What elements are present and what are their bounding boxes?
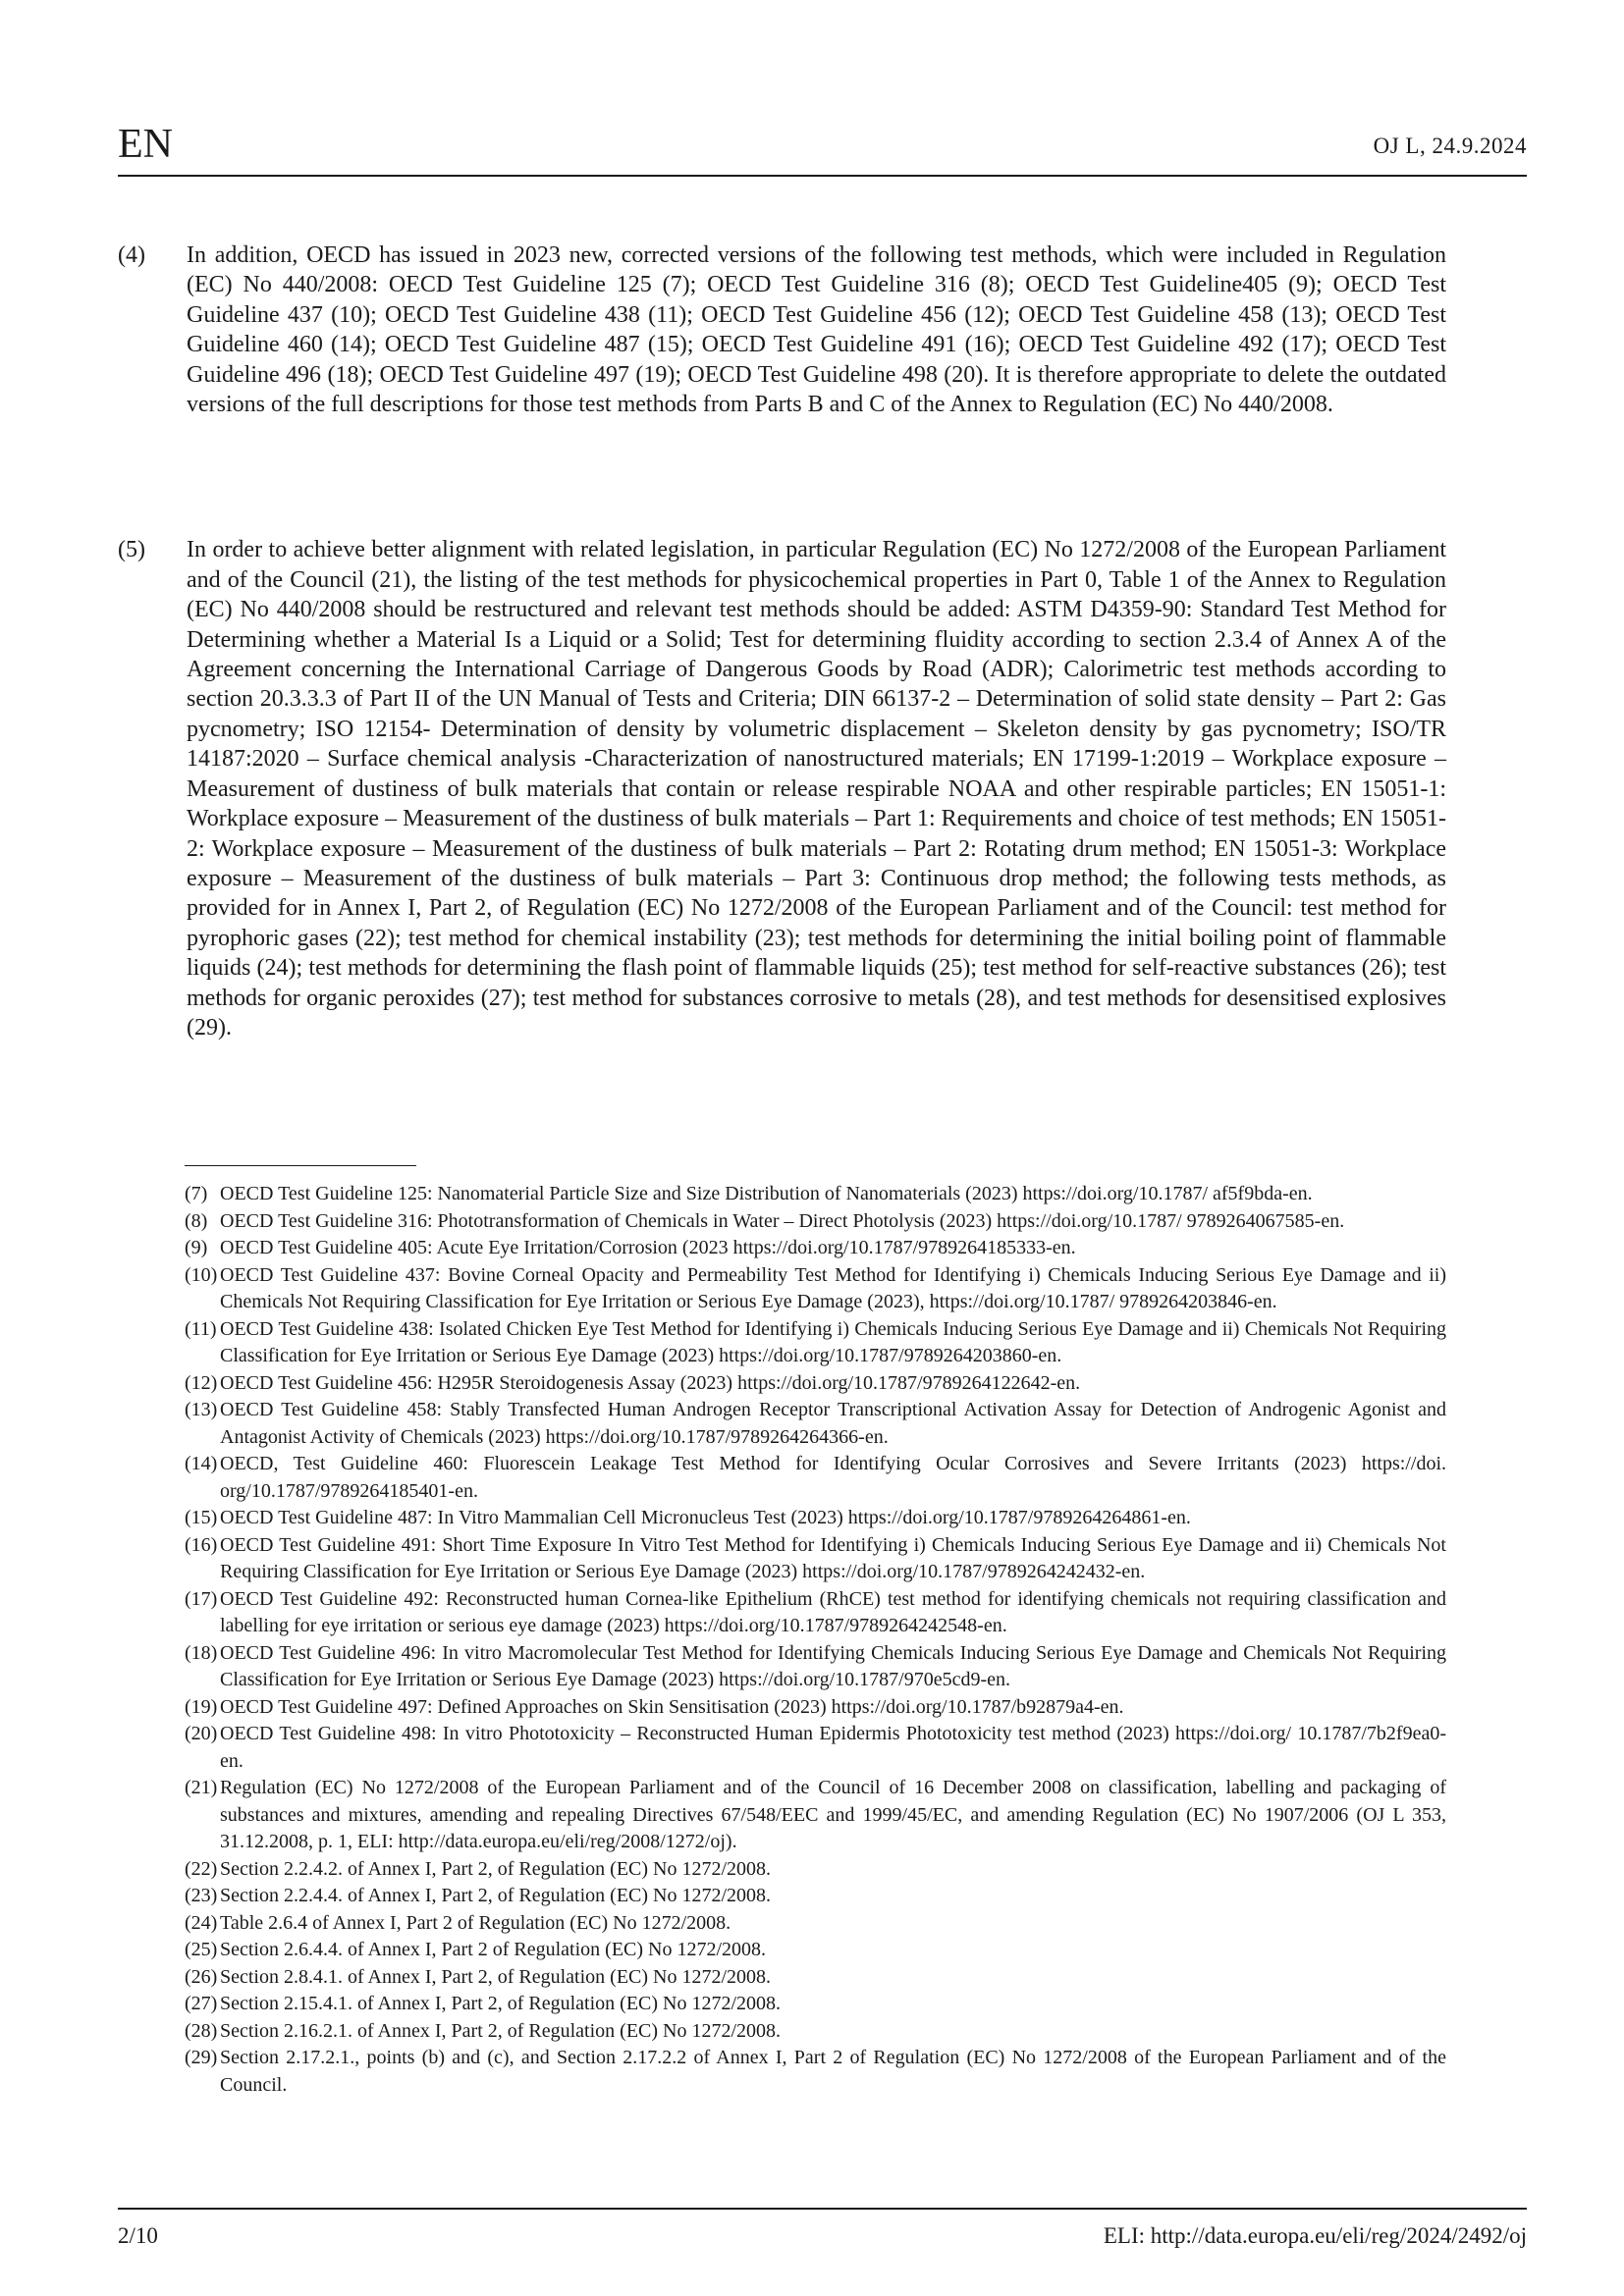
footnote (185, 1208, 1446, 1236)
footnote (185, 1856, 1446, 1884)
footnote-mark: (16) (185, 1533, 218, 1556)
footnote (185, 1964, 1446, 1992)
footnote-text: OECD Test Guideline 498: In vitro Phototoxicity – Reconstructed Human Epidermis Phototoxicity test method (2023) https://doi.org/ 10.1787/7b2f9ea0-en. (220, 1723, 1446, 1772)
footnote (185, 1937, 1446, 1964)
footnote-text: OECD Test Guideline 492: Reconstructed human Cornea-like Epithelium (RhCE) test method for identifying chemicals not requiring classification and labelling for eye irritation or serious eye damage (2023) https://doi.org/10.1787/9789264242548-en. (220, 1587, 1446, 1636)
recital-text: In addition, OECD has issued in 2023 new, corrected versions of the following test methods, which were included in Regulation (EC) No 440/2008: OECD Test Guideline 125 (7); OECD Test Guideline 316 (8); OECD Test Guideline405 (9); OECD Test Guideline 437 (10); OECD Test Guideline 438 (11); OECD Test Guideline 456 (12); OECD Test Guideline 458 (13); OECD Test Guideline 460 (14); OECD Test Guideline 487 (15); OECD Test Guideline 491 (16); OECD Test Guideline 492 (17); OECD Test Guideline 496 (18); OECD Test Guideline 497 (19); OECD Test Guideline 498 (20). It is therefore appropriate to delete the outdated versions of the full descriptions for those test methods from Parts B and C of the Annex to Regulation (EC) No 440/2008. (187, 242, 1446, 418)
footnote-mark: (18) (185, 1641, 218, 1664)
footnote-text: OECD Test Guideline 405: Acute Eye Irritation/Corrosion (2023 https://doi.org/10.1787/9789264185333-en. (220, 1237, 1076, 1258)
footnote-mark: (11) (185, 1317, 217, 1340)
footnote (185, 1316, 1446, 1370)
footnote-mark: (8) (185, 1209, 208, 1232)
footnote-text: OECD Test Guideline 438: Isolated Chicken Eye Test Method for Identifying i) Chemicals Inducing Serious Eye Damage and ii) Chemicals Not Requiring Classification for Eye Irritation or Serious Eye Damage (2023) https://doi.org/10.1787/9789264203860-en. (220, 1317, 1446, 1366)
footnote (185, 1640, 1446, 1694)
footnote-mark: (7) (185, 1183, 208, 1204)
footnote-mark: (15) (185, 1507, 218, 1528)
footnote-text: OECD Test Guideline 316: Phototransformation of Chemicals in Water – Direct Photolysis (2023) https://doi.org/10.1787/ 9789264067585-en. (220, 1209, 1345, 1232)
footnote-text: OECD Test Guideline 496: In vitro Macromolecular Test Method for Identifying Chemicals Inducing Serious Eye Damage and Chemicals Not Requiring Classification for Eye Irritation or Serious Eye Damage (2023) https://doi.org/10.1787/970e5cd9-en. (220, 1641, 1446, 1690)
footnote-mark: (25) (185, 1939, 218, 1960)
footnote-text: Section 2.16.2.1. of Annex I, Part 2, of Regulation (EC) No 1272/2008. (220, 2019, 782, 2042)
footnote-text: Section 2.2.4.2. of Annex I, Part 2, of Regulation (EC) No 1272/2008. (220, 1857, 772, 1880)
footnote-mark: (14) (185, 1453, 218, 1474)
footnote (185, 1694, 1446, 1722)
recital-4 (118, 240, 1446, 419)
footnote (185, 1235, 1446, 1262)
recital-number: (4) (118, 242, 145, 268)
recital-number: (5) (118, 537, 145, 563)
language-code: EN (118, 122, 173, 167)
recitals (118, 240, 1446, 1042)
footnote-mark: (17) (185, 1587, 218, 1610)
recital-5 (118, 535, 1446, 1042)
footnote (185, 1532, 1446, 1586)
footnote-mark: (26) (185, 1965, 218, 1988)
footnote-mark: (28) (185, 2019, 218, 2042)
footnote (185, 1370, 1446, 1398)
footnote (185, 1397, 1446, 1451)
footnote (185, 1586, 1446, 1640)
footnote (185, 2018, 1446, 2046)
footnote-text: OECD, Test Guideline 460: Fluorescein Leakage Test Method for Identifying Ocular Corrosives and Severe Irritants (2023) https://doi. org/10.1787/9789264185401-en. (220, 1453, 1446, 1502)
footnote (185, 1451, 1446, 1505)
footnote-text: OECD Test Guideline 125: Nanomaterial Particle Size and Size Distribution of Nanomaterials (2023) https://doi.org/10.1787/ af5f9bda-en. (220, 1183, 1313, 1204)
footnote-text: OECD Test Guideline 456: H295R Steroidogenesis Assay (2023) https://doi.org/10.1787/9789264122642-en. (220, 1371, 1081, 1394)
footnote-mark: (12) (185, 1371, 218, 1394)
footnote-mark: (21) (185, 1777, 218, 1798)
footnote (185, 1181, 1446, 1208)
footnote-mark: (9) (185, 1237, 208, 1258)
footnote-text: Table 2.6.4 of Annex I, Part 2 of Regulation (EC) No 1272/2008. (220, 1911, 731, 1934)
journal-reference: OJ L, 24.9.2024 (1373, 133, 1527, 158)
page-number: 2/10 (118, 2223, 158, 2248)
footnote-mark: (20) (185, 1723, 218, 1744)
footnote (185, 1262, 1446, 1316)
footnote (185, 2045, 1446, 2099)
footnote-mark: (27) (185, 1993, 218, 2014)
footnote-mark: (24) (185, 1911, 218, 1934)
footnote-text: OECD Test Guideline 491: Short Time Exposure In Vitro Test Method for Identifying i) Chemicals Inducing Serious Eye Damage and ii) Chemicals Not Requiring Classification for Eye Irritation or Serious Eye Damage (2023) https://doi.org/10.1787/9789264242432-en. (220, 1533, 1446, 1582)
footnote-text: Section 2.8.4.1. of Annex I, Part 2, of Regulation (EC) No 1272/2008. (220, 1965, 772, 1988)
footnote (185, 1505, 1446, 1532)
footnotes (185, 1181, 1446, 2099)
footnote-mark: (22) (185, 1857, 218, 1880)
footnote-mark: (13) (185, 1399, 218, 1420)
footnote-text: OECD Test Guideline 458: Stably Transfected Human Androgen Receptor Transcriptional Activation Assay for Detection of Androgenic Agonist and Antagonist Activity of Chemicals (2023) https://doi.org/10.1787/9789264264366-en. (220, 1399, 1446, 1448)
footnote-mark: (10) (185, 1263, 218, 1286)
footnote (185, 1721, 1446, 1775)
footnote-text: OECD Test Guideline 497: Defined Approaches on Skin Sensitisation (2023) https://doi.org/10.1787/b92879a4-en. (220, 1695, 1124, 1718)
footnote-mark: (23) (185, 1885, 218, 1906)
footnote-text: Section 2.2.4.4. of Annex I, Part 2, of Regulation (EC) No 1272/2008. (220, 1885, 772, 1906)
footnote (185, 1991, 1446, 2018)
footnote-text: Section 2.15.4.1. of Annex I, Part 2, of Regulation (EC) No 1272/2008. (220, 1993, 782, 2014)
footnote (185, 1775, 1446, 1856)
page-footer (118, 2208, 1527, 2259)
footnote-text: OECD Test Guideline 437: Bovine Corneal Opacity and Permeability Test Method for Identifying i) Chemicals Inducing Serious Eye Damage and ii) Chemicals Not Requiring Classification for Eye Irritation or Serious Eye Damage (2023), https://doi.org/10.1787/ 9789264203846-en. (220, 1263, 1446, 1312)
footnote-separator (185, 1165, 416, 1166)
footnote-text: OECD Test Guideline 487: In Vitro Mammalian Cell Micronucleus Test (2023) https://doi.org/10.1787/9789264264861-en. (220, 1507, 1191, 1528)
eli-link[interactable]: ELI: http://data.europa.eu/eli/reg/2024/2492/oj (1103, 2223, 1527, 2248)
recital-text: In order to achieve better alignment with related legislation, in particular Regulation (EC) No 1272/2008 of the European Parliament and of the Council (21), the listing of the test methods for physicochemical properties in Part 0, Table 1 of the Annex to Regulation (EC) No 440/2008 should be restructured and relevant test methods should be added: ASTM D4359-90: Standard Test Method for Determining whether a Material Is a Liquid or a Solid; Test for determining fluidity according to section 2.3.4 of Annex A of the Agreement concerning the International Carriage of Dangerous Goods by Road (ADR); Calorimetric test methods according to section 20.3.3.3 of Part II of the UN Manual of Tests and Criteria; DIN 66137-2 – Determination of solid state density – Part 2: Gas pycnometry; ISO 12154- Determination of density by volumetric displacement – Skeleton density by gas pycnometry; ISO/TR 14187:2020 – Surface chemical analysis -Characterization of nanostructured materials; EN 17199-1:2019 – Workplace exposure – Measurement of dustiness of bulk materials that contain or release respirable NOAA and other respirable particles; EN 15051-1: Workplace exposure – Measurement of the dustiness of bulk materials – Part 1: Requirements and choice of test methods; EN 15051-2: Workplace exposure – Measurement of the dustiness of bulk materials – Part 2: Rotating drum method; EN 15051-3: Workplace exposure – Measurement of the dustiness of bulk materials – Part 3: Continuous drop method; the following tests methods, as provided for in Annex I, Part 2, of Regulation (EC) No 1272/2008 of the European Parliament and of the Council: test method for pyrophoric gases (22); test method for chemical instability (23); test methods for determining the initial boiling point of flammable liquids (24); test methods for determining the flash point of flammable liquids (25); test method for self-reactive substances (26); test methods for organic peroxides (27); test method for substances corrosive to metals (28), and test methods for desensitised explosives (29). (187, 537, 1446, 1041)
footnote-mark: (29) (185, 2047, 218, 2068)
footnote (185, 1883, 1446, 1910)
footnote-text: Section 2.17.2.1., points (b) and (c), and Section 2.17.2.2 of Annex I, Part 2 of Regulation (EC) No 1272/2008 of the European Parliament and of the Council. (220, 2047, 1446, 2096)
footnote-mark: (19) (185, 1695, 218, 1718)
page-header (118, 120, 1527, 177)
footnote-text: Section 2.6.4.4. of Annex I, Part 2 of Regulation (EC) No 1272/2008. (220, 1939, 767, 1960)
footnote (185, 1910, 1446, 1938)
footnote-text: Regulation (EC) No 1272/2008 of the European Parliament and of the Council of 16 December 2008 on classification, labelling and packaging of substances and mixtures, amending and repealing Directives 67/548/EEC and 1999/45/EC, and amending Regulation (EC) No 1907/2006 (OJ L 353, 31.12.2008, p. 1, ELI: http://data.europa.eu/eli/reg/2008/1272/oj). (220, 1777, 1446, 1852)
